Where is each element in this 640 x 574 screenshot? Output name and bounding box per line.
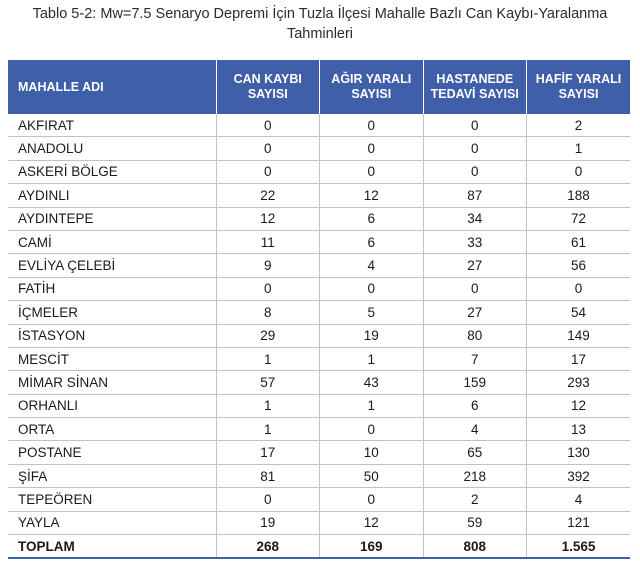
header-row (8, 60, 630, 114)
cell-hastanede-tedavi: 2 (423, 488, 527, 511)
cell-hafif-yarali: 0 (527, 277, 631, 300)
cell-hafif-yarali: 54 (527, 301, 631, 324)
cell-agir-yarali: 0 (320, 114, 424, 137)
cell-hastanede-tedavi: 27 (423, 254, 527, 277)
cell-hafif-yarali: 1 (527, 137, 631, 160)
cell-hastanede-tedavi: 33 (423, 230, 527, 253)
cell-can-kaybi: 0 (216, 114, 320, 137)
cell-hafif-yarali: 13 (527, 418, 631, 441)
cell-agir-yarali: 5 (320, 301, 424, 324)
cell-mahalle: MESCİT (8, 347, 216, 370)
cell-can-kaybi: 1 (216, 418, 320, 441)
cell-can-kaybi: 0 (216, 160, 320, 183)
table-row (8, 511, 630, 534)
total-cell-mahalle: TOPLAM (8, 535, 216, 559)
cell-hastanede-tedavi: 34 (423, 207, 527, 230)
cell-mahalle: POSTANE (8, 441, 216, 464)
cell-mahalle: İÇMELER (8, 301, 216, 324)
cell-agir-yarali: 43 (320, 371, 424, 394)
caption-line-2: Tahminleri (286, 26, 354, 42)
cell-agir-yarali: 0 (320, 418, 424, 441)
cell-can-kaybi: 9 (216, 254, 320, 277)
cell-hafif-yarali: 392 (527, 464, 631, 487)
cell-hastanede-tedavi: 87 (423, 184, 527, 207)
table-row (8, 114, 630, 137)
table-row (8, 394, 630, 417)
cell-hastanede-tedavi: 0 (423, 114, 527, 137)
cell-agir-yarali: 0 (320, 277, 424, 300)
cell-can-kaybi: 0 (216, 137, 320, 160)
table-row (8, 254, 630, 277)
table-body (8, 114, 630, 558)
cell-hastanede-tedavi: 218 (423, 464, 527, 487)
cell-can-kaybi: 81 (216, 464, 320, 487)
table-header (8, 60, 630, 114)
cell-can-kaybi: 11 (216, 230, 320, 253)
cell-hafif-yarali: 61 (527, 230, 631, 253)
table-caption (0, 4, 640, 44)
header-hastanede-tedavi: HASTANEDE TEDAVİ SAYISI (423, 60, 527, 114)
total-cell-hafif-yarali: 1.565 (527, 535, 631, 559)
cell-can-kaybi: 19 (216, 511, 320, 534)
cell-hastanede-tedavi: 27 (423, 301, 527, 324)
table-row (8, 371, 630, 394)
cell-agir-yarali: 0 (320, 160, 424, 183)
cell-can-kaybi: 29 (216, 324, 320, 347)
cell-mahalle: ŞİFA (8, 464, 216, 487)
cell-agir-yarali: 0 (320, 488, 424, 511)
table-row (8, 160, 630, 183)
cell-mahalle: TEPEÖREN (8, 488, 216, 511)
casualty-table-container (8, 60, 630, 559)
cell-agir-yarali: 6 (320, 230, 424, 253)
cell-hafif-yarali: 130 (527, 441, 631, 464)
cell-can-kaybi: 12 (216, 207, 320, 230)
cell-can-kaybi: 57 (216, 371, 320, 394)
cell-hafif-yarali: 2 (527, 114, 631, 137)
cell-mahalle: ASKERİ BÖLGE (8, 160, 216, 183)
cell-hafif-yarali: 188 (527, 184, 631, 207)
table-row (8, 441, 630, 464)
cell-hastanede-tedavi: 80 (423, 324, 527, 347)
header-hafif-yarali: HAFİF YARALI SAYISI (527, 60, 631, 114)
cell-mahalle: CAMİ (8, 230, 216, 253)
table-row (8, 301, 630, 324)
cell-agir-yarali: 50 (320, 464, 424, 487)
cell-can-kaybi: 17 (216, 441, 320, 464)
cell-hafif-yarali: 149 (527, 324, 631, 347)
cell-hafif-yarali: 17 (527, 347, 631, 370)
cell-can-kaybi: 8 (216, 301, 320, 324)
total-cell-can-kaybi: 268 (216, 535, 320, 559)
cell-agir-yarali: 1 (320, 394, 424, 417)
cell-hastanede-tedavi: 65 (423, 441, 527, 464)
cell-hafif-yarali: 56 (527, 254, 631, 277)
table-row (8, 418, 630, 441)
total-row (8, 535, 630, 559)
cell-hafif-yarali: 72 (527, 207, 631, 230)
cell-mahalle: MİMAR SİNAN (8, 371, 216, 394)
cell-mahalle: ORHANLI (8, 394, 216, 417)
caption-line-1: Tablo 5-2: Mw=7.5 Senaryo Depremi İçin Tuzla İlçesi Mahalle Bazlı Can Kaybı-Yaralanma (32, 6, 608, 22)
cell-hafif-yarali: 12 (527, 394, 631, 417)
cell-mahalle: AYDINLI (8, 184, 216, 207)
cell-mahalle: FATİH (8, 277, 216, 300)
table-row (8, 230, 630, 253)
cell-hastanede-tedavi: 0 (423, 277, 527, 300)
cell-hafif-yarali: 4 (527, 488, 631, 511)
casualty-table (8, 60, 630, 559)
cell-hastanede-tedavi: 7 (423, 347, 527, 370)
cell-can-kaybi: 0 (216, 488, 320, 511)
cell-mahalle: EVLİYA ÇELEBİ (8, 254, 216, 277)
total-cell-hastanede-tedavi: 808 (423, 535, 527, 559)
table-row (8, 137, 630, 160)
cell-hastanede-tedavi: 4 (423, 418, 527, 441)
cell-hafif-yarali: 0 (527, 160, 631, 183)
cell-can-kaybi: 0 (216, 277, 320, 300)
cell-hastanede-tedavi: 0 (423, 160, 527, 183)
cell-hafif-yarali: 121 (527, 511, 631, 534)
header-mahalle-adi: MAHALLE ADI (8, 60, 216, 114)
cell-hastanede-tedavi: 59 (423, 511, 527, 534)
cell-agir-yarali: 12 (320, 184, 424, 207)
cell-agir-yarali: 6 (320, 207, 424, 230)
cell-can-kaybi: 1 (216, 347, 320, 370)
cell-agir-yarali: 4 (320, 254, 424, 277)
table-row (8, 277, 630, 300)
cell-mahalle: AYDINTEPE (8, 207, 216, 230)
total-cell-agir-yarali: 169 (320, 535, 424, 559)
table-row (8, 324, 630, 347)
cell-agir-yarali: 12 (320, 511, 424, 534)
cell-mahalle: AKFIRAT (8, 114, 216, 137)
header-agir-yarali: AĞIR YARALI SAYISI (320, 60, 424, 114)
table-row (8, 184, 630, 207)
cell-mahalle: YAYLA (8, 511, 216, 534)
table-row (8, 347, 630, 370)
table-row (8, 464, 630, 487)
cell-hafif-yarali: 293 (527, 371, 631, 394)
cell-agir-yarali: 10 (320, 441, 424, 464)
cell-hastanede-tedavi: 159 (423, 371, 527, 394)
table-row (8, 488, 630, 511)
cell-mahalle: İSTASYON (8, 324, 216, 347)
cell-mahalle: ANADOLU (8, 137, 216, 160)
cell-hastanede-tedavi: 6 (423, 394, 527, 417)
cell-agir-yarali: 1 (320, 347, 424, 370)
table-row (8, 207, 630, 230)
cell-can-kaybi: 22 (216, 184, 320, 207)
cell-can-kaybi: 1 (216, 394, 320, 417)
header-can-kaybi: CAN KAYBI SAYISI (216, 60, 320, 114)
cell-agir-yarali: 0 (320, 137, 424, 160)
cell-hastanede-tedavi: 0 (423, 137, 527, 160)
cell-agir-yarali: 19 (320, 324, 424, 347)
cell-mahalle: ORTA (8, 418, 216, 441)
